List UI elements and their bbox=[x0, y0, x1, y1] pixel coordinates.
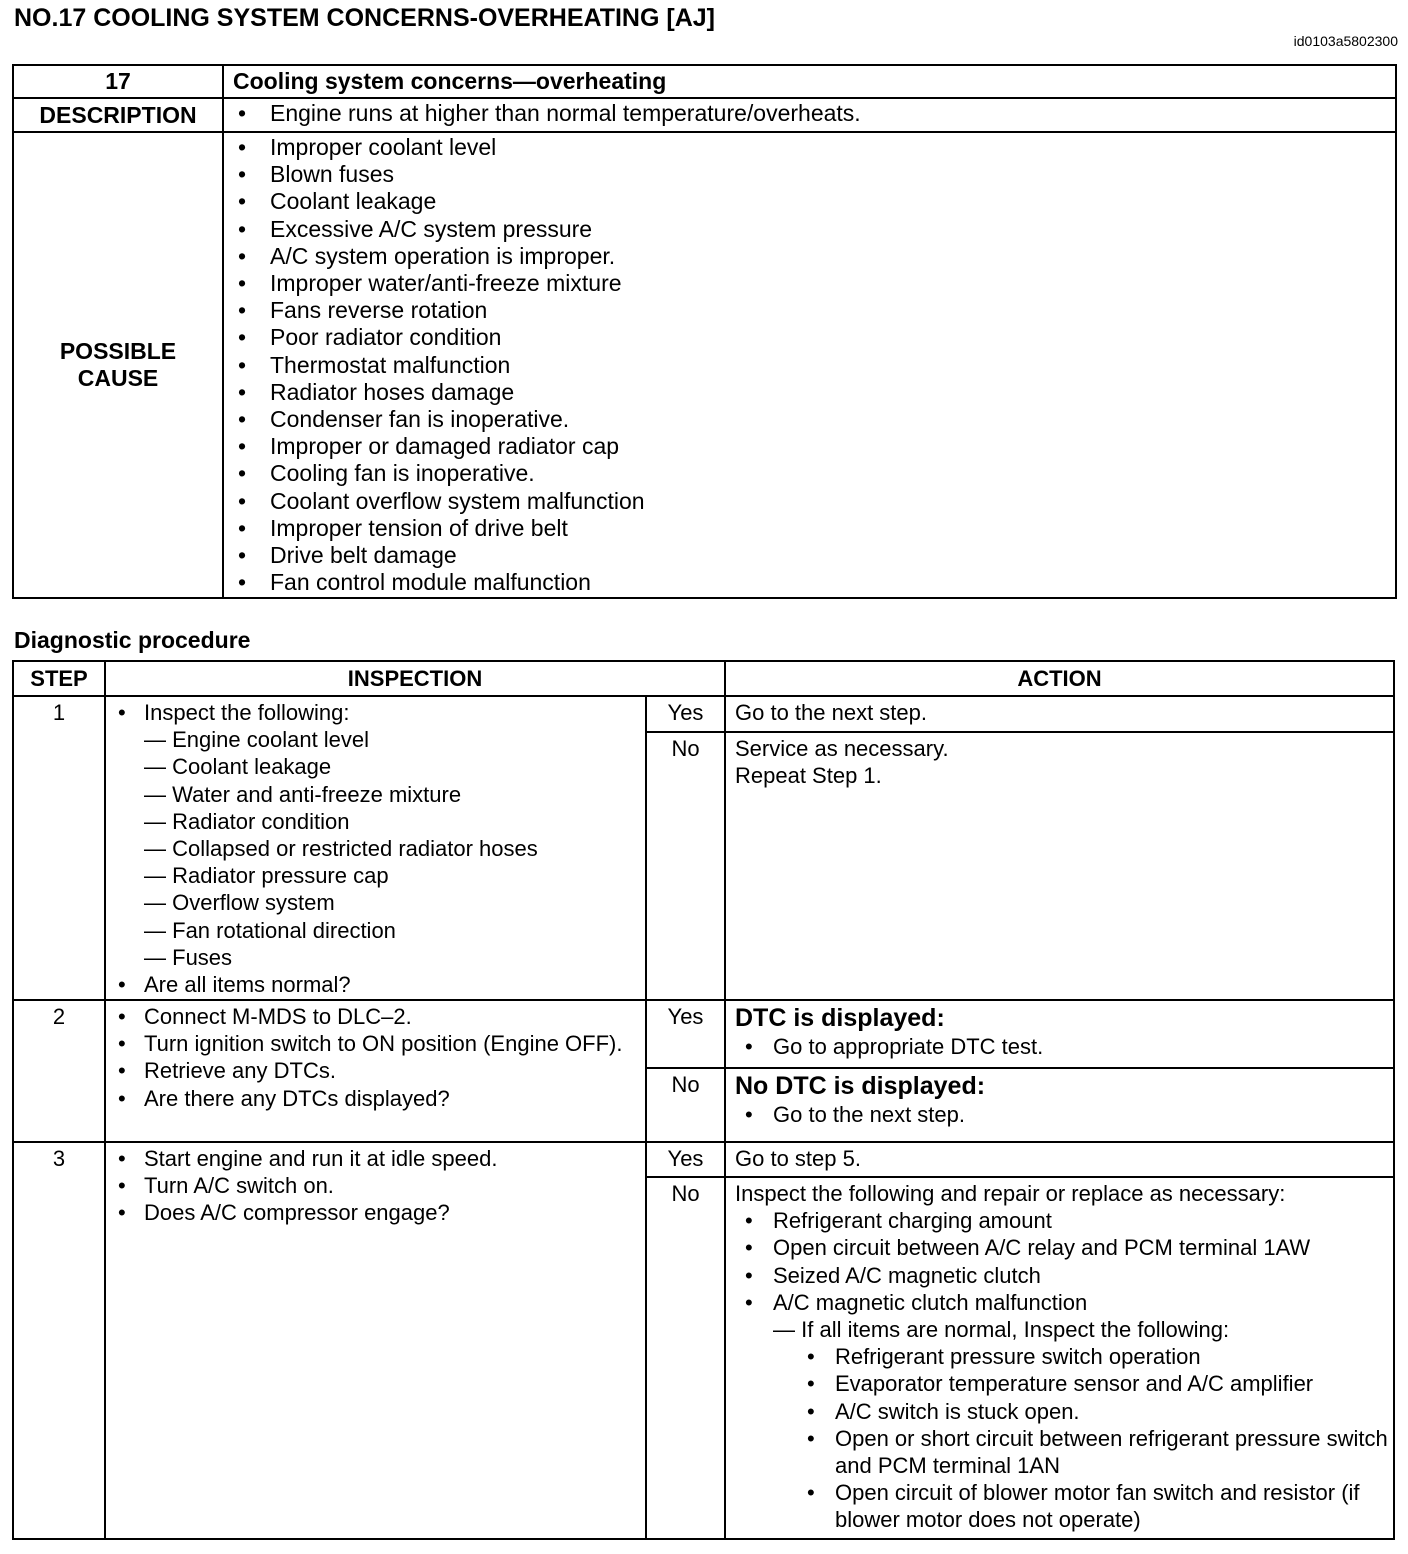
step-3-yes-label: Yes bbox=[646, 1142, 725, 1177]
step-3-no-sub-item: • Refrigerant pressure switch operation bbox=[835, 1343, 1393, 1370]
step-3-no-sub-item: • Open circuit of blower motor fan switch and resistor (if blower motor does not operate) bbox=[835, 1479, 1393, 1533]
step-3-no-label: No bbox=[646, 1177, 725, 1539]
cause-item: • Improper water/anti-freeze mixture bbox=[224, 270, 1395, 297]
step-3-no-item: • A/C magnetic clutch malfunction bbox=[735, 1289, 1393, 1316]
cause-item: • Fan control module malfunction bbox=[224, 569, 1395, 596]
cause-item: • Condenser fan is inoperative. bbox=[224, 406, 1395, 433]
step-1-inspect-item: — Water and anti-freeze mixture bbox=[144, 781, 645, 808]
step-3-no-item: • Open circuit between A/C relay and PCM terminal 1AW bbox=[735, 1234, 1393, 1261]
cause-item: • A/C system operation is improper. bbox=[224, 243, 1395, 270]
cause-item: • Coolant leakage bbox=[224, 188, 1395, 215]
step-1-number: 1 bbox=[13, 696, 105, 1000]
step-2-no-label: No bbox=[646, 1068, 725, 1142]
cause-item: • Thermostat malfunction bbox=[224, 352, 1395, 379]
concern-number: 17 bbox=[13, 65, 223, 98]
step-1-inspect-item: — Radiator condition bbox=[144, 808, 645, 835]
possible-cause-label bbox=[13, 132, 223, 598]
action-header: ACTION bbox=[725, 661, 1394, 696]
step-1-no-action bbox=[725, 732, 1394, 1000]
cause-item: • Drive belt damage bbox=[224, 542, 1395, 569]
step-1-no-label: No bbox=[646, 732, 725, 1000]
possible-cause-label-line2: CAUSE bbox=[77, 365, 159, 392]
cause-item: • Cooling fan is inoperative. bbox=[224, 460, 1395, 487]
step-3-inspection bbox=[105, 1142, 646, 1539]
step-3-inspect-bullet: • Turn A/C switch on. bbox=[106, 1172, 645, 1199]
cause-item: • Improper tension of drive belt bbox=[224, 515, 1395, 542]
page-title: NO.17 COOLING SYSTEM CONCERNS-OVERHEATING [AJ] bbox=[14, 4, 715, 32]
cause-item: • Improper or damaged radiator cap bbox=[224, 433, 1395, 460]
description-text: • Engine runs at higher than normal temperature/overheats. bbox=[224, 100, 1395, 127]
step-3-no-action bbox=[725, 1177, 1394, 1539]
step-2-no-action bbox=[725, 1068, 1394, 1142]
step-1-question: • Are all items normal? bbox=[106, 971, 645, 998]
description-cell bbox=[223, 98, 1396, 132]
cause-item: • Coolant overflow system malfunction bbox=[224, 488, 1395, 515]
step-2-yes-heading: DTC is displayed: bbox=[735, 1004, 945, 1032]
step-2-number: 2 bbox=[13, 1000, 105, 1142]
step-1-yes-row bbox=[13, 696, 1394, 732]
step-2-inspect-bullet: • Are there any DTCs displayed? bbox=[106, 1085, 645, 1112]
step-1-inspect-item: — Coolant leakage bbox=[144, 753, 645, 780]
step-3-no-sub-intro: — If all items are normal, Inspect the following: bbox=[773, 1317, 1230, 1343]
cause-item: • Fans reverse rotation bbox=[224, 297, 1395, 324]
cause-item: • Poor radiator condition bbox=[224, 324, 1395, 351]
step-1-no-action-line: Repeat Step 1. bbox=[735, 763, 882, 789]
step-3-inspect-bullet: • Does A/C compressor engage? bbox=[106, 1199, 645, 1226]
step-2-yes-label: Yes bbox=[646, 1000, 725, 1068]
step-1-inspect-item: — Fuses bbox=[144, 944, 645, 971]
step-3-yes-row bbox=[13, 1142, 1394, 1177]
cause-item: • Radiator hoses damage bbox=[224, 379, 1395, 406]
step-2-yes-item: • Go to appropriate DTC test. bbox=[735, 1033, 1393, 1060]
step-3-no-sub-item: • Evaporator temperature sensor and A/C amplifier bbox=[835, 1370, 1393, 1397]
cause-item: • Improper coolant level bbox=[224, 134, 1395, 161]
step-1-inspect-item: — Collapsed or restricted radiator hoses bbox=[144, 835, 645, 862]
description-row bbox=[13, 98, 1396, 132]
step-1-yes-action: Go to the next step. bbox=[725, 696, 1394, 732]
step-3-no-sub-item: • Open or short circuit between refrigerant pressure switch and PCM terminal 1AN bbox=[835, 1425, 1393, 1479]
possible-cause-cell bbox=[223, 132, 1396, 598]
diagnostic-table bbox=[12, 660, 1395, 1540]
cause-item: • Excessive A/C system pressure bbox=[224, 216, 1395, 243]
step-1-inspect-item: — Engine coolant level bbox=[144, 726, 645, 753]
step-1-inspect-item: — Overflow system bbox=[144, 889, 645, 916]
step-1-inspect-bullet bbox=[106, 699, 645, 971]
step-1-inspection bbox=[105, 696, 646, 1000]
step-1-no-action-line: Service as necessary. bbox=[735, 736, 949, 761]
step-2-inspect-bullet: • Connect M-MDS to DLC–2. bbox=[106, 1003, 645, 1030]
step-3-no-sub-intro-text: If all items are normal, Inspect the following: bbox=[801, 1317, 1230, 1343]
step-3-no-intro: Inspect the following and repair or replace as necessary: bbox=[735, 1181, 1286, 1206]
inspection-header: INSPECTION bbox=[105, 661, 725, 696]
step-3-no-sub-item: • A/C switch is stuck open. bbox=[835, 1398, 1393, 1425]
step-3-no-item: • Seized A/C magnetic clutch bbox=[735, 1262, 1393, 1289]
summary-table bbox=[12, 64, 1397, 599]
step-2-inspect-bullet: • Retrieve any DTCs. bbox=[106, 1057, 645, 1084]
possible-cause-label-line1: POSSIBLE bbox=[59, 338, 177, 365]
step-2-yes-row bbox=[13, 1000, 1394, 1068]
step-1-inspect-intro: Inspect the following: bbox=[144, 700, 350, 725]
document-id: id0103a5802300 bbox=[1293, 33, 1398, 49]
step-2-yes-action bbox=[725, 1000, 1394, 1068]
step-2-inspect-bullet: • Turn ignition switch to ON position (Engine OFF). bbox=[106, 1030, 645, 1057]
step-3-number: 3 bbox=[13, 1142, 105, 1539]
step-3-yes-action: Go to step 5. bbox=[725, 1142, 1394, 1177]
step-1-yes-label: Yes bbox=[646, 696, 725, 732]
step-header: STEP bbox=[13, 661, 105, 696]
step-2-no-item: • Go to the next step. bbox=[735, 1101, 1393, 1128]
step-1-inspect-item: — Radiator pressure cap bbox=[144, 862, 645, 889]
step-3-no-item: • Refrigerant charging amount bbox=[735, 1207, 1393, 1234]
step-2-inspection bbox=[105, 1000, 646, 1142]
concern-heading: Cooling system concerns—overheating bbox=[223, 65, 1396, 98]
step-3-inspect-bullet: • Start engine and run it at idle speed. bbox=[106, 1145, 645, 1172]
diagnostic-header-row bbox=[13, 661, 1394, 696]
description-label: DESCRIPTION bbox=[13, 98, 223, 132]
possible-cause-row bbox=[13, 132, 1396, 598]
step-1-inspect-item: — Fan rotational direction bbox=[144, 917, 645, 944]
step-2-no-heading: No DTC is displayed: bbox=[735, 1072, 986, 1100]
summary-header-row bbox=[13, 65, 1396, 98]
diagnostic-procedure-title: Diagnostic procedure bbox=[14, 627, 251, 653]
cause-item: • Blown fuses bbox=[224, 161, 1395, 188]
